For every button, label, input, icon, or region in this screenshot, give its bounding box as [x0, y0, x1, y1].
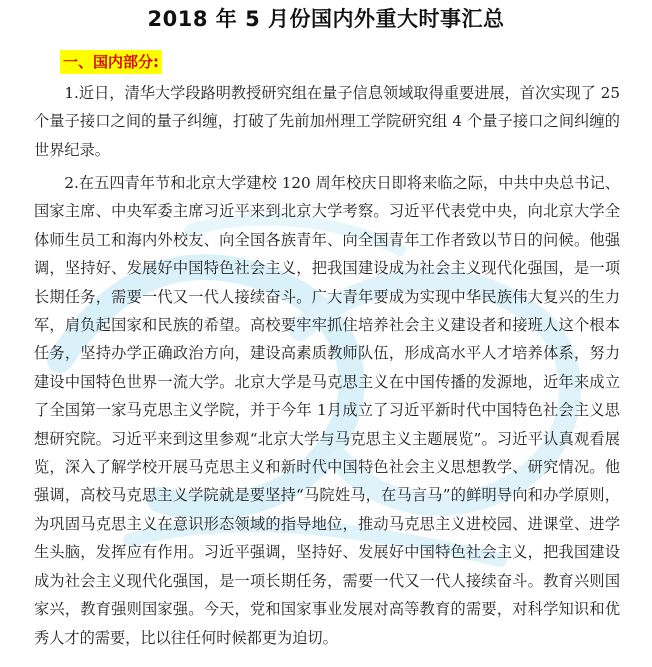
- news-paragraph-1: 1.近日，清华大学段路明教授研究组在量子信息领域取得重要进展，首次实现了 25 个量子接口之间的量子纠缠，打破了先前加州理工学院研究组 4 个量子接口之间纠缠的世界纪录。: [34, 84, 620, 159]
- document-title: 2018 年 5 月份国内外重大时事汇总: [147, 7, 505, 31]
- news-paragraph-2: 2.在五四青年节和北京大学建校 120 周年校庆日即将来临之际，中共中央总书记、国家主席、中央军委主席习近平来到北京大学考察。习近平代表党中央，向北京大学全体师生员工和海内外校友、向全国各族青年、向全国青年工作者致以节日的问候。他强调，坚持好、发展好中国特色社会主义，把我国建设成为社会主义现代化强国，是一项长期任务，需要一代又一代人接续奋斗。广大青年要成为实现中华民族伟大复兴的生力军，肩负起国家和民族的希望。高校要牢牢抓住培养社会主义建设者和接班人这个根本任务，坚持办学正确政治方向，建设高素质教师队伍，形成高水平人才培养体系，努力建设中国特色世界一流大学。北京大学是马克思主义在中国传播的发源地，近年来成立了全国第一家马克思主义学院，并于今年 1月成立了习近平新时代中国特色社会主义思想研究院。习近平来到这里参观“北京大学与马克思主义主题展览”。习近平认真观看展览，深入了解学校开展马克思主义和新时代中国特色社会主义思想教学、研究情况。他强调，高校马克思主义学院就是要坚持“马院姓马，在马言马”的鲜明导向和办学原则，为巩固马克思主义在意识形态领域的指导地位，推动马克思主义进校园、进课堂、进学生头脑，发挥应有作用。习近平强调，坚持好、发展好中国特色社会主义，把我国建设成为社会主义现代化强国，是一项长期任务，需要一代又一代人接续奋斗。教育兴则国家兴，教育强则国家强。今天，党和国家事业发展对高等教育的需要，对科学知识和优秀人才的需要，比以往任何时候都更为迫切。: [34, 174, 620, 647]
- section-heading-domestic: 一、国内部分:: [60, 50, 162, 74]
